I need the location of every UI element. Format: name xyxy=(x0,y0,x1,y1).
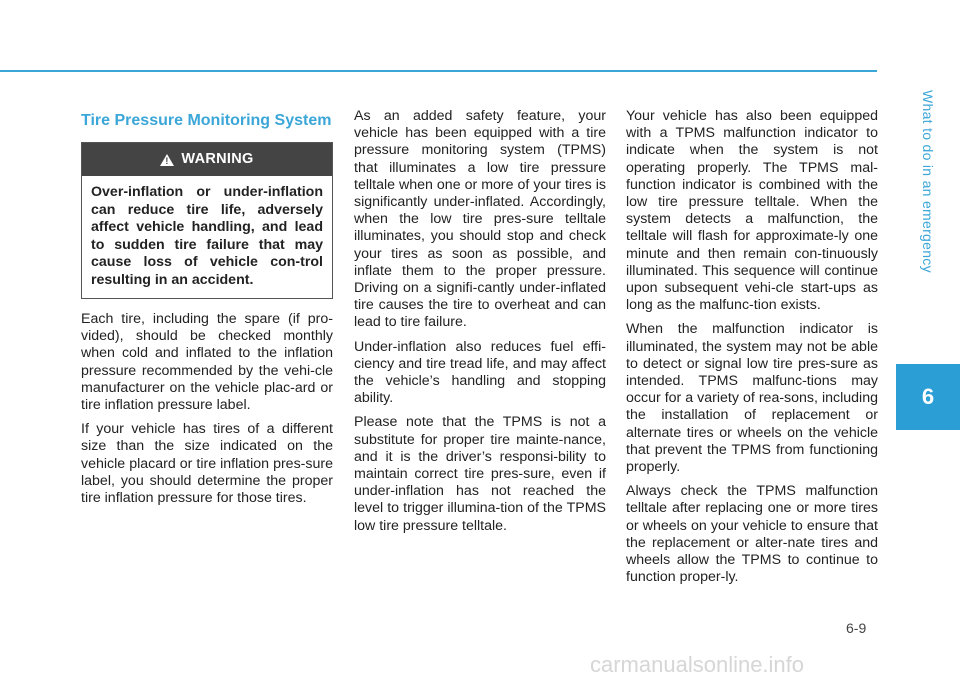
paragraph: Your vehicle has also been equipped with a TPMS malfunction indicator to indicate when the system is not operating properly. The TPMS mal-function indicator is combined with the low tire pressure telltale. When the system detects a malfunction, the telltale will flash for approximate-ly one minute and then remain con-tinuously illuminated. This sequence will continue upon subsequent vehi-cle start-ups as long as the malfunc-tion exists. xyxy=(626,108,878,314)
text-column-1 xyxy=(81,108,333,514)
watermark: carmanualsonline.info xyxy=(590,652,805,677)
paragraph: Always check the TPMS malfunction telltale after replacing one or more tires or wheels on your vehicle to ensure that the replacement or alter-nate tires and wheels allow the TPMS to continue to function proper-ly. xyxy=(626,483,878,586)
header-rule xyxy=(0,70,877,72)
chapter-title: What to do in an emergency xyxy=(920,90,936,273)
chapter-number-badge: 6 xyxy=(896,364,960,430)
warning-body: Over-inflation or under-inflation can reduce tire life, adversely affect vehicle handling, and lead to sudden tire failure that may cause loss of vehicle con-trol resulting in an accident. xyxy=(91,184,323,288)
text-column-2 xyxy=(354,108,606,542)
text-column-3 xyxy=(626,108,878,593)
warning-triangle-icon xyxy=(160,154,174,166)
paragraph: When the malfunction indicator is illuminated, the system may not be able to detect or signal low tire pres-sure as intended. TPMS malfunc-tions may occur for a variety of rea-sons, including the installation of replacement or alternate tires or wheels on the vehicle that prevent the TPMS from functioning properly. xyxy=(626,321,878,476)
paragraph: If your vehicle has tires of a different size than the size indicated on the vehicle placard or tire inflation pres-sure label, you should determine the proper tire inflation pressure for those tires. xyxy=(81,421,333,507)
section-title: Tire Pressure Monitoring System xyxy=(81,112,332,129)
paragraph: Each tire, including the spare (if pro-vided), should be checked monthly when cold and inflated to the inflation pressure recommended by the vehi-cle manufacturer on the vehicle plac-ard or tire inflation pressure label. xyxy=(81,311,333,414)
warning-label: WARNING xyxy=(181,150,254,167)
paragraph: As an added safety feature, your vehicle has been equipped with a tire pressure monitoring system (TPMS) that illuminates a low tire pressure telltale when one or more of your tires is significantly under-inflated. Accordingly, when the low tire pres-sure telltale illuminates, you should stop and check your tires as soon as possible, and inflate them to the proper pressure. Driving on a signifi-cantly under-inflated tire causes the tire to overheat and can lead to tire failure. xyxy=(354,108,606,331)
warning-box xyxy=(81,142,333,299)
paragraph: Please note that the TPMS is not a substitute for proper tire mainte-nance, and it is the driver’s responsi-bility to maintain correct tire pres-sure, even if under-inflation has not reached the level to trigger illumina-tion of the TPMS low tire pressure telltale. xyxy=(354,414,606,534)
page-number: 6-9 xyxy=(846,620,867,636)
warning-header xyxy=(82,143,332,176)
paragraph: Under-inflation also reduces fuel effi-ciency and tire tread life, and may affect the vehicle’s handling and stopping ability. xyxy=(354,338,606,407)
